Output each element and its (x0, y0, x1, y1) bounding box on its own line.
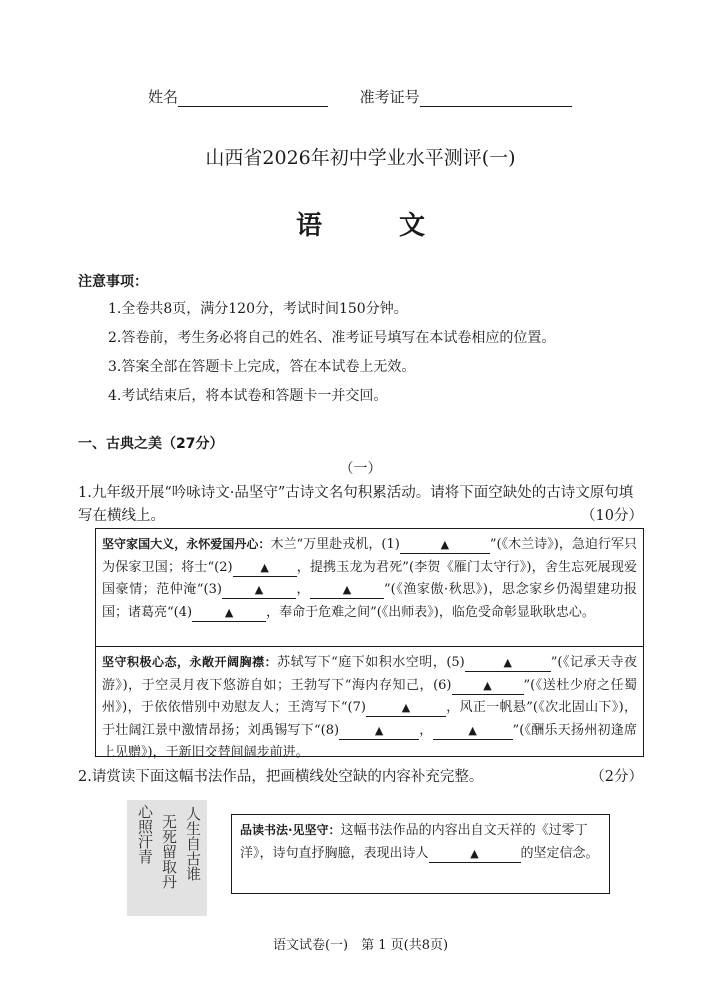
question-1-text: 1.九年级开展“吟咏诗文·品坚守”古诗文名句积累活动。请将下面空缺处的古诗文原句填写在横线上。 (78, 485, 634, 524)
notice-item: 2.答卷前，考生务必将自己的姓名、准考证号填写在本试卷相应的位置。 (108, 330, 556, 346)
question-2-text: 2.请赏读下面这幅书法作品，把画横线处空缺的内容补充完整。 (78, 769, 484, 785)
part-1-text: ， (295, 582, 311, 597)
name-label: 姓名 (148, 88, 179, 106)
part-2-text: ”(《记承天寺夜游》)，于空灵月夜下悠游自如；王勃写下“海内存知己，(6) (102, 655, 638, 693)
exam-title: 山西省2026年初中学业水平测评(一) (205, 147, 516, 169)
candidate-info-row (148, 86, 572, 107)
answer-blank[interactable]: ▲ (429, 847, 521, 863)
calligraphy-question-box (231, 814, 610, 894)
question-2 (78, 766, 643, 789)
answer-blank[interactable]: ▲ (452, 679, 524, 695)
page-footer: 语文试卷(一) 第 1 页(共8页) (272, 938, 449, 953)
box-text: 这幅书法作品的内容出自文天祥的《过零丁洋》，诗句直抒胸臆，表现出诗人 (240, 823, 588, 861)
exam-id-field-line (420, 92, 572, 107)
part-1-text: ”(《渔家傲·秋思》)，思念家乡仍渴望建功报国；诸葛亮“(4) (102, 582, 637, 620)
answer-blank[interactable]: ▲ (310, 583, 384, 599)
question-1-part-2 (96, 647, 643, 765)
question-2-score: （2分） (590, 769, 643, 785)
subsection-heading: （一） (339, 461, 382, 477)
section-heading: 一、古典之美（27分） (78, 436, 224, 452)
answer-blank[interactable]: ▲ (233, 561, 297, 577)
part-1-text: ，提携玉龙为君死”(李贺《雁门太守行》)，舍生忘死展现爱国豪情；范仲淹“(3) (102, 559, 638, 597)
answer-blank[interactable]: ▲ (465, 656, 551, 672)
calligraphy-image (127, 800, 207, 916)
part-1-text: ，奉命于危难之间”(《出师表》)，临危受命彰显耿耿忠心。 (266, 604, 595, 620)
subject-title: 语 文 (295, 211, 460, 241)
part-2-text: ，风正一帆悬”(《次北固山下》)，于壮阔江景中激情昂扬；刘禹锡写下“(8) (102, 700, 637, 738)
question-1-part-1 (96, 529, 643, 624)
part-2-text: ， (419, 722, 433, 738)
calligraphy-column: 人生自古谁 (184, 806, 202, 881)
question-1-box (95, 528, 644, 760)
part-2-text: 苏轼写下“庭下如积水空明，(5) (277, 655, 465, 670)
box-heading: 品读书法·见坚守： (240, 823, 341, 837)
part-1-text: 木兰“万里赴戎机，(1) (270, 537, 400, 552)
notice-item: 4.考试结束后，将本试卷和答题卡一并交回。 (108, 388, 388, 404)
part-2-text: ”(《送杜少府之任蜀州》)，于依依惜别中劝慰友人；王湾写下“(7) (102, 677, 638, 715)
answer-blank[interactable]: ▲ (366, 701, 446, 717)
question-1 (78, 482, 643, 528)
part-2-heading: 坚守积极心态，永敞开阔胸襟： (102, 655, 278, 669)
notice-item: 3.答案全部在答题卡上完成，答在本试卷上无效。 (108, 359, 416, 375)
calligraphy-column: 无死留取丹 (160, 814, 178, 889)
box-text: 的坚定信念。 (520, 846, 599, 861)
part-2-text: ”(《酬乐天扬州初逢席上见赠》)，于新旧交替间阔步前进。 (102, 722, 637, 760)
notice-heading: 注意事项： (78, 274, 148, 290)
exam-id-label: 准考证号 (359, 88, 420, 106)
answer-blank[interactable]: ▲ (400, 538, 490, 554)
answer-blank[interactable]: ▲ (339, 724, 419, 740)
part-1-heading: 坚守家国大义，永怀爱国丹心： (102, 537, 271, 551)
question-1-score: （10分） (581, 508, 643, 524)
notice-item: 1.全卷共8页，满分120分，考试时间150分钟。 (108, 301, 408, 317)
answer-blank[interactable]: ▲ (222, 583, 296, 599)
answer-blank[interactable]: ▲ (433, 724, 513, 740)
part-1-text: ”(《木兰诗》)，急迫行军只为保家卫国；将士“(2) (102, 537, 637, 575)
answer-blank[interactable]: ▲ (192, 606, 266, 622)
name-field-line (178, 92, 328, 107)
calligraphy-column: 心照汗青 (136, 804, 154, 864)
